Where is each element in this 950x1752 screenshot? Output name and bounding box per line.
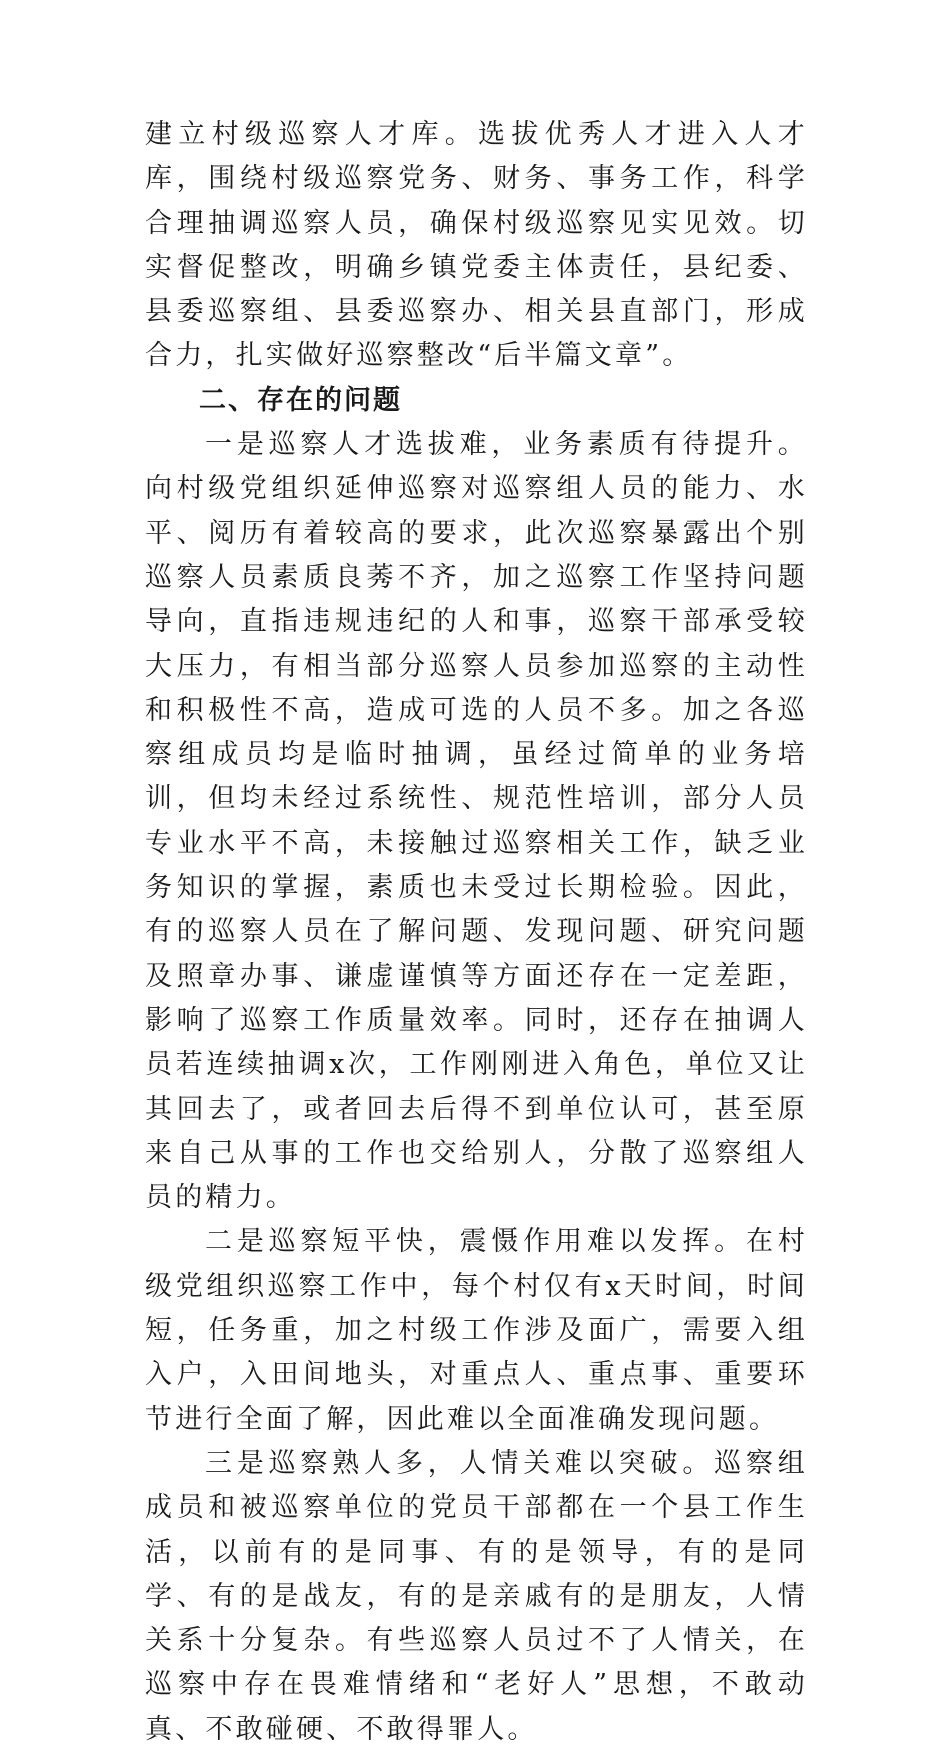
- document-body: [145, 113, 808, 1752]
- paragraph-continued: 建立村级巡察人才库。选拔优秀人才进入人才库，围绕村级巡察党务、财务、事务工作，科学合理抽调巡察人员，确保村级巡察见实见效。切实督促整改，明确乡镇党委主体责任，县纪委、县委巡察组、县委巡察办、相关县直部门，形成合力，扎实做好巡察整改“后半篇文章”。: [145, 119, 808, 372]
- paragraph-problem-three: 三是巡察熟人多，人情关难以突破。巡察组成员和被巡察单位的党员干部都在一个县工作生活，以前有的是同事、有的是领导，有的是同学、有的是战友，有的是亲戚有的是朋友，人情关系十分复杂。有些巡察人员过不了人情关，在巡察中存在畏难情绪和“老好人”思想，不敢动真、不敢碰硬、不敢得罪人。: [145, 1447, 808, 1745]
- paragraph-problem-two: 二是巡察短平快，震慑作用难以发挥。在村级党组织巡察工作中，每个村仅有x天时间，时间短，任务重，加之村级工作涉及面广，需要入组入户，入田间地头，对重点人、重点事、重要环节进行全面了解，因此难以全面准确发现问题。: [145, 1226, 808, 1435]
- paragraph-problem-one: 一是巡察人才选拔难，业务素质有待提升。向村级党组织延伸巡察对巡察组人员的能力、水平、阅历有着较高的要求，此次巡察暴露出个别巡察人员素质良莠不齐，加之巡察工作坚持问题导向，直指违规违纪的人和事，巡察干部承受较大压力，有相当部分巡察人员参加巡察的主动性和积极性不高，造成可选的人员不多。加之各巡察组成员均是临时抽调，虽经过简单的业务培训，但均未经过系统性、规范性培训，部分人员专业水平不高，未接触过巡察相关工作，缺乏业务知识的掌握，素质也未受过长期检验。因此，有的巡察人员在了解问题、发现问题、研究问题及照章办事、谦虚谨慎等方面还存在一定差距，影响了巡察工作质量效率。同时，还存在抽调人员若连续抽调x次，工作刚刚进入角色，单位又让其回去了，或者回去后得不到单位认可，甚至原来自己从事的工作也交给别人，分散了巡察组人员的精力。: [145, 429, 808, 1214]
- section-heading: 二、存在的问题: [199, 384, 402, 416]
